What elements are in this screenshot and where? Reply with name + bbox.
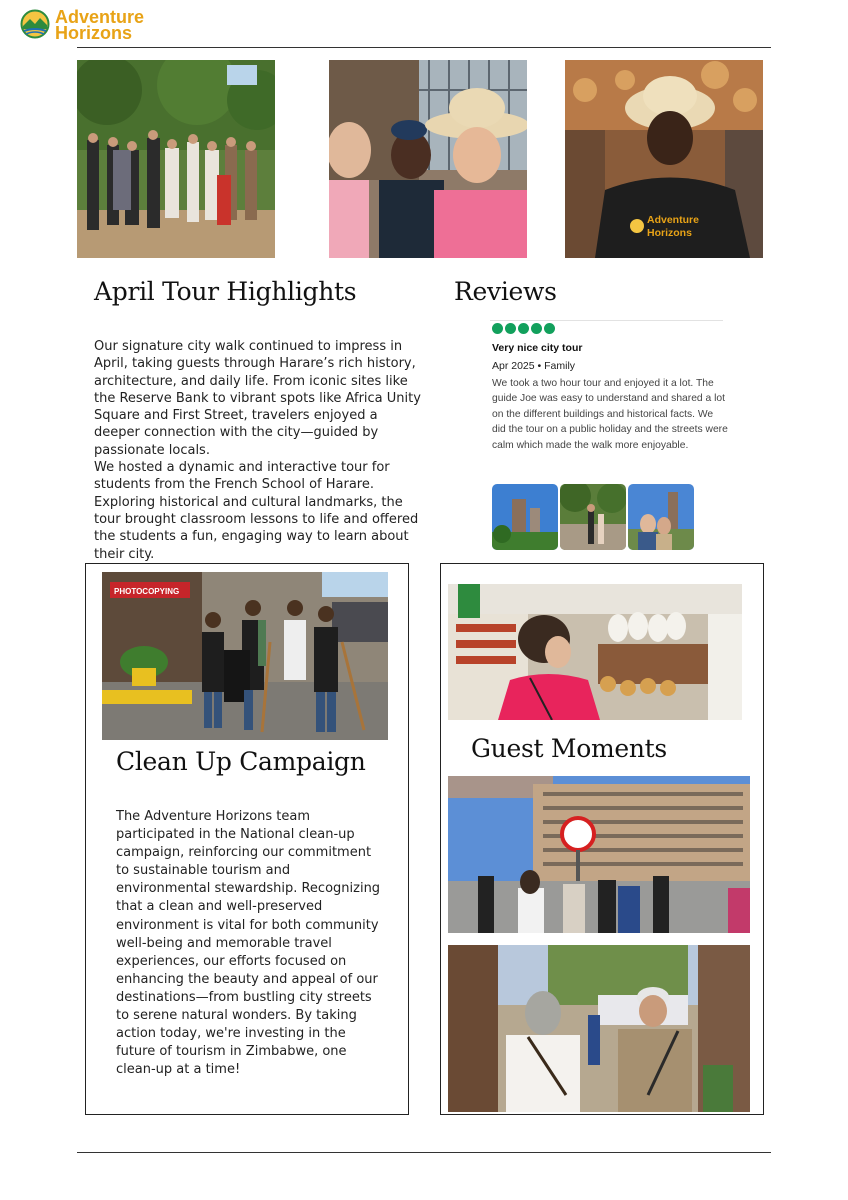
street-photo [448,776,750,933]
shirt-brand-line1: Adventure [647,214,699,226]
review-thumb-3[interactable] [628,484,694,550]
rating-star-icon [492,323,503,334]
reviews-title: Reviews [454,277,557,306]
shirt-logo-icon [630,219,644,233]
highlights-paragraph-2: We hosted a dynamic and interactive tour for students from the French School of Harare. Exploring historical and cultural landmarks, the tour brought classroom lessons to life and offered the students a fun, engaging way to learn about their city. [94,460,419,562]
logo-icon [20,9,50,41]
top-divider [77,47,771,48]
review-text: We took a two hour tour and enjoyed it a lot. The guide Joe was easy to understand and shared a lot on the different buildings and historical facts. We did the tour on a public holiday and the streets were calm which made the walk more enjoyable. [492,378,728,451]
cleanup-photo [102,572,388,740]
brand-name-line2: Horizons [55,23,133,43]
review-thumb-1[interactable] [492,484,558,550]
walking-tour-photo [448,945,750,1112]
highlights-paragraph-1: Our signature city walk continued to impress in April, taking guests through Harare’s rich history, architecture, and daily life. From iconic sites like the Reserve Bank to vibrant spots like Africa Unity Square and First Street, travelers enjoyed a deeper connection with the city—guided by passionate locals. [94,339,421,458]
cleanup-title: Clean Up Campaign [116,747,366,776]
review-rating-stars [492,323,555,334]
photocopying-sign: PHOTOCOPYING [114,587,180,596]
brand-name-line1: Adventure [55,7,145,27]
review-meta: Apr 2025 • Family [492,360,576,372]
bottom-divider [77,1152,771,1153]
group-park-photo [77,60,275,258]
cleanup-body: The Adventure Horizons team participated in the National clean-up campaign, reinforcing our commitment to sustainable tourism and environmental stewardship. Recognizing that a clean and well-preserved environment is vital for both community well-being and memorable travel experiences, our efforts focused on enhancing the beauty and appeal of our destinations—from bustling city streets to serene natural wonders. By taking action today, we're investing in the future of tourism in Zimbabwe, one clean-up at a time! [116,809,381,1078]
rating-star-icon [518,323,529,334]
rating-star-icon [505,323,516,334]
highlights-body [94,338,426,563]
selfie-photo [329,60,527,258]
highlights-title: April Tour Highlights [94,277,357,306]
rating-star-icon [531,323,542,334]
shirt-brand-line2: Horizons [647,227,692,239]
guest-moments-title: Guest Moments [471,734,667,763]
review-thumb-2[interactable] [560,484,626,550]
market-photo [448,584,742,720]
review-divider [490,320,723,321]
guide-photo [565,60,763,258]
brand-name [55,9,144,41]
review-title: Very nice city tour [492,342,583,354]
rating-star-icon [544,323,555,334]
